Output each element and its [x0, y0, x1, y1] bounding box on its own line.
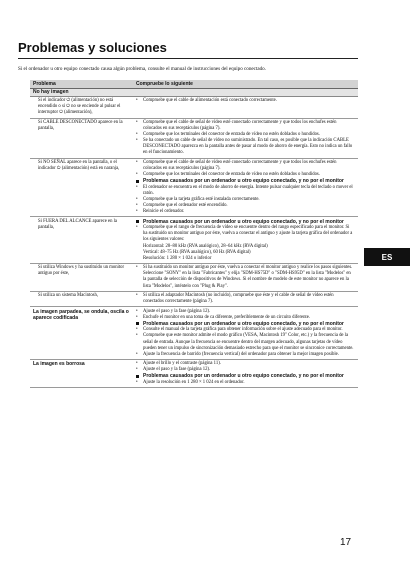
- check-item: • Ajuste el brillo y el contraste (página 11).: [136, 361, 355, 367]
- table-row: [30, 360, 358, 388]
- problem-cell: Si el indicador ⏻ (alimentación) no está encendido o si ⏻ no se enciende al pulsar el interruptor ⏻ (alimentación),: [30, 97, 133, 119]
- header-check: Compruebe lo siguiente: [133, 80, 358, 88]
- troubleshooting-table: [30, 80, 358, 388]
- table-row: [30, 118, 358, 158]
- group-label: No hay imagen: [30, 88, 358, 97]
- check-cell: [133, 360, 358, 388]
- check-item: • Enchufe el monitor en una toma de ca diferente, preferiblemente de un circuito diferente.: [136, 315, 355, 321]
- table-row: [30, 158, 358, 217]
- check-item: • Ajuste el paso y la fase (página 12).: [136, 367, 355, 373]
- check-item: • Compruebe que el cable de alimentación está conectado correctamente.: [136, 98, 355, 104]
- check-item: • Se ha conectado un cable de señal de vídeo no suministrado. En tal caso, es posible que la indicación CABLE DESCONECTADO aparezca en la pantalla antes de pasar al modo de ahorro de energía. Esto no indica un fallo en el funcionamiento.: [136, 138, 355, 156]
- problem-cell: La imagen parpadea, se ondula, oscila o aparece codificada: [30, 307, 133, 360]
- check-item: • Si ha sustituido un monitor antiguo por éste, vuelva a conectar el monitor antiguo y realice los pasos siguientes. Seleccione "SONY" en la lista "Fabricantes" y elija "SDM-HS75D" o "SDM-HS95D" en la lista "Modelos" en la pantalla de selección de dispositivos de Windows. Si el nombre de modelo de este monitor no aparece en la lista "Modelos", inténtelo con "Plug & Play".: [136, 265, 355, 289]
- check-cell: [133, 158, 358, 217]
- check-item: • El ordenador se encuentra en el modo de ahorro de energía. Intente pulsar cualquier tecla del teclado o mover el ratón.: [136, 185, 355, 197]
- table-row: [30, 264, 358, 292]
- check-item: • Ajuste la resolución en 1 280 × 1 024 en el ordenador.: [136, 380, 355, 386]
- check-item: • Compruebe que el ordenador esté encendido.: [136, 203, 355, 209]
- language-tab: ES: [364, 248, 410, 266]
- check-item: • Compruebe que el cable de señal de vídeo esté conectado correctamente y que todos los enchufes estén colocados en sus receptáculos (página 7).: [136, 120, 355, 132]
- check-item: • Compruebe que los terminales del conector de entrada de vídeo no estén doblados o hundidos.: [136, 172, 355, 178]
- table-row: [30, 307, 358, 360]
- check-item: • Compruebe que este monitor admite el modo gráfico (VESA, Macintosh 19" Color, etc.) y la frecuencia de la señal de entrada. Aunque la frecuencia se encuentre dentro del margen adecuado, algunas tarjetas de vídeo pueden tener un impulso de sincronización demasiado estrecho para que el monitor se sincronice correctamente.: [136, 333, 355, 351]
- problem-cell: Si FUERA DEL ALCANCE aparece en la pantalla,: [30, 217, 133, 264]
- table-header-row: [30, 80, 358, 88]
- spec-line: Resolución: 1 280 × 1 024 o inferior: [143, 255, 212, 261]
- table-row: [30, 97, 358, 119]
- page-title: Problemas y soluciones: [18, 40, 167, 55]
- problem-cell: Si utiliza un sistema Macintosh,: [30, 291, 133, 307]
- computer-issue-heading: Problemas causados por un ordenador u otro equipo conectado, y no por el monitor: [136, 219, 355, 226]
- problem-cell: Si CABLE DESCONECTADO aparece en la pantalla,: [30, 118, 133, 158]
- check-cell: [133, 291, 358, 307]
- check-item: • Consulte el manual de la tarjeta gráfica para obtener información sobre el ajuste adecuado para el monitor.: [136, 327, 355, 333]
- check-item: • Ajuste el paso y la fase (página 12).: [136, 309, 355, 315]
- check-cell: [133, 97, 358, 119]
- check-cell: [133, 307, 358, 360]
- computer-issue-heading: Problemas causados por un ordenador u otro equipo conectado, y no por el monitor: [136, 178, 355, 185]
- spec-line: Vertical: 48–75 Hz (RVA analógico), 60 Hz (RVA digital): [143, 249, 251, 255]
- title-divider: [18, 58, 358, 59]
- problem-cell: Si NO SEÑAL aparece en la pantalla, o el indicador ⏻ (alimentación) está en naranja,: [30, 158, 133, 217]
- problem-cell: Si utiliza Windows y ha sustituido un monitor antiguo por éste,: [30, 264, 133, 292]
- header-problem: Problema: [30, 80, 133, 88]
- check-item: • Compruebe que la tarjeta gráfica esté instalada correctamente.: [136, 197, 355, 203]
- check-item: • Si utiliza el adaptador Macintosh (no incluido), compruebe que éste y el cable de señal de vídeo estén conectados correctamente (página 7).: [136, 293, 355, 305]
- check-cell: [133, 118, 358, 158]
- check-cell: [133, 264, 358, 292]
- table-row: [30, 217, 358, 264]
- group-row-no-image: [30, 88, 358, 97]
- problem-cell: La imagen es borrosa: [30, 360, 133, 388]
- check-item: • Compruebe que el rango de frecuencia de vídeo se encuentre dentro del rango especificado para el monitor. Si ha sustituido un monitor antiguo por éste, vuelva a conectar el antiguo y ajuste la tarjeta gráfica del ordenador a los siguientes valores:: [136, 225, 355, 243]
- check-item: • Compruebe que el cable de señal de vídeo esté conectado correctamente y que todos los enchufes estén colocados en sus receptáculos (página 7).: [136, 160, 355, 172]
- computer-issue-heading: Problemas causados por un ordenador u otro equipo conectado, y no por el monitor: [136, 321, 355, 328]
- page-number: 17: [340, 537, 352, 548]
- spec-line: Horizontal: 28–80 kHz (RVA analógico), 28–64 kHz (RVA digital): [143, 243, 268, 249]
- check-cell: [133, 217, 358, 264]
- intro-paragraph: Si el ordenador u otro equipo conectado causa algún problema, consulte el manual de instrucciones del equipo conectado.: [18, 66, 266, 72]
- check-item: • Compruebe que los terminales del conector de entrada de vídeo no estén doblados o hundidos.: [136, 132, 355, 138]
- computer-issue-heading: Problemas causados por un ordenador u otro equipo conectado, y no por el monitor: [136, 373, 355, 380]
- check-item: • Reinicie el ordenador.: [136, 209, 355, 215]
- check-item: • Ajuste la frecuencia de barrido (frecuencia vertical) del ordenador para obtener la mejor imagen posible.: [136, 352, 355, 358]
- table-row: [30, 291, 358, 307]
